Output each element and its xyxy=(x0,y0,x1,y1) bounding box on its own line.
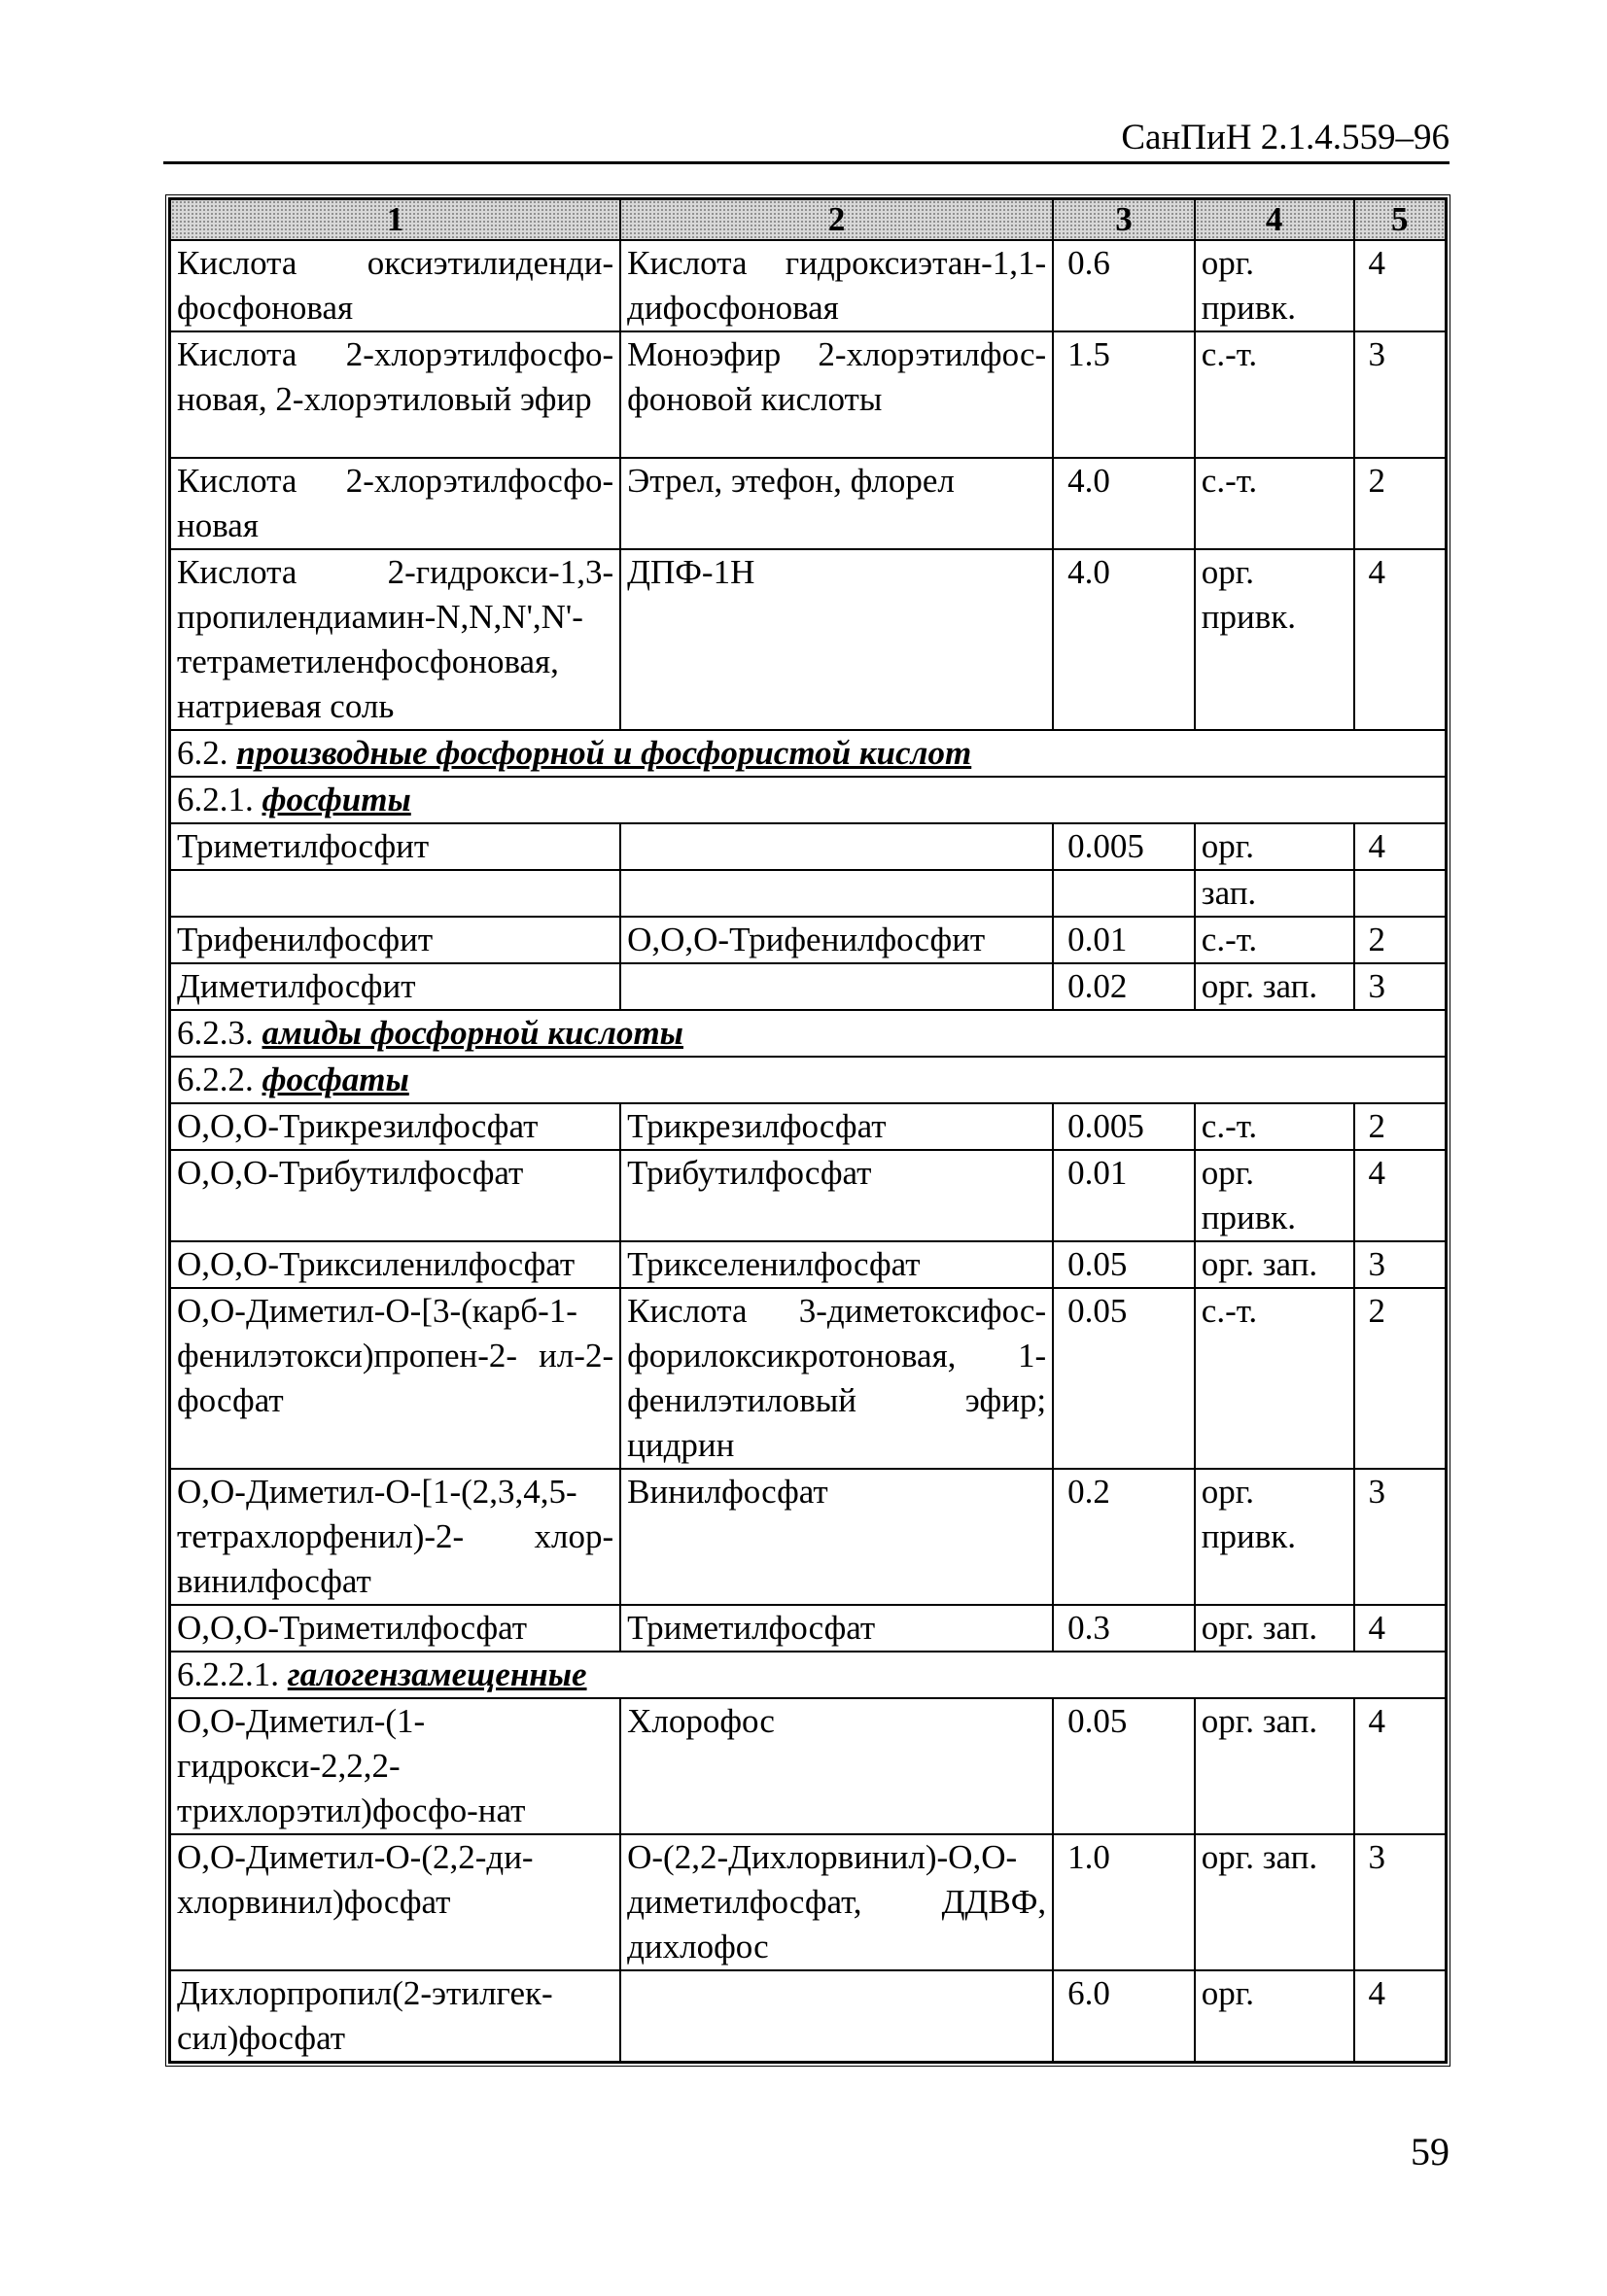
synonym-cell: Моноэфир 2-хлорэтилфос-фоновой кислоты xyxy=(620,331,1053,458)
hazard-indicator-cell: орг. зап. xyxy=(1195,1241,1354,1288)
limit-value-cell: 0.05 xyxy=(1053,1288,1195,1469)
table-row xyxy=(170,458,1446,549)
limit-value-cell: 0.05 xyxy=(1053,1241,1195,1288)
hazard-indicator-cell: с.-т. xyxy=(1195,1288,1354,1469)
table-row xyxy=(170,823,1446,870)
synonym-cell: Трикселенилфосфат xyxy=(620,1241,1053,1288)
header-rule xyxy=(163,161,1450,164)
substance-table xyxy=(165,194,1450,2067)
section-heading xyxy=(170,777,1446,823)
hazard-indicator-cell: с.-т. xyxy=(1195,1103,1354,1150)
section-row xyxy=(170,1057,1446,1103)
synonym-cell: Трикрезилфосфат xyxy=(620,1103,1053,1150)
section-title: фосфаты xyxy=(262,1061,409,1098)
limit-value-cell: 4.0 xyxy=(1053,458,1195,549)
section-row xyxy=(170,777,1446,823)
synonym-cell xyxy=(620,1970,1053,2062)
synonym-cell: Винилфосфат xyxy=(620,1469,1053,1605)
substance-name-cell: Триметилфосфит xyxy=(170,823,620,870)
hazard-class-cell: 4 xyxy=(1354,1970,1446,2062)
hazard-class-cell: 2 xyxy=(1354,458,1446,549)
substance-name-cell: Кислота 2-гидрокси-1,3-пропилендиамин-N,N,N',N'-тетраметиленфосфоновая, натриевая соль xyxy=(170,549,620,730)
column-header-1: 1 xyxy=(170,199,620,240)
hazard-indicator-cell: с.-т. xyxy=(1195,458,1354,549)
section-title: амиды фосфорной кислоты xyxy=(262,1014,683,1052)
synonym-cell: ДПФ-1Н xyxy=(620,549,1053,730)
limit-value-cell: 4.0 xyxy=(1053,549,1195,730)
column-header-4: 4 xyxy=(1195,199,1354,240)
limit-value-cell: 0.01 xyxy=(1053,917,1195,963)
substance-name-cell: О,О,О-Триксиленилфосфат xyxy=(170,1241,620,1288)
section-row xyxy=(170,1652,1446,1698)
table-row xyxy=(170,240,1446,331)
synonym-cell: Этрел, этефон, флорел xyxy=(620,458,1053,549)
table-row xyxy=(170,963,1446,1010)
substance-name-cell: Трифенилфосфит xyxy=(170,917,620,963)
hazard-class-cell xyxy=(1354,870,1446,917)
section-row xyxy=(170,730,1446,777)
substance-name-cell: Диметилфосфит xyxy=(170,963,620,1010)
section-heading xyxy=(170,1652,1446,1698)
hazard-class-cell: 4 xyxy=(1354,1605,1446,1652)
hazard-indicator-cell: орг. привк. xyxy=(1195,240,1354,331)
limit-value-cell: 1.0 xyxy=(1053,1834,1195,1970)
synonym-cell: Триметилфосфат xyxy=(620,1605,1053,1652)
page-number: 59 xyxy=(1411,2130,1450,2174)
hazard-class-cell: 3 xyxy=(1354,1241,1446,1288)
substance-name-cell: О,О-Диметил-(1-гидрокси-2,2,2-трихлорэтил)фосфо-нат xyxy=(170,1698,620,1834)
synonym-cell: Кислота гидроксиэтан-1,1-дифосфоновая xyxy=(620,240,1053,331)
limit-value-cell: 0.005 xyxy=(1053,1103,1195,1150)
hazard-class-cell: 3 xyxy=(1354,331,1446,458)
section-number: 6.2.3. xyxy=(177,1014,254,1052)
section-heading xyxy=(170,730,1446,777)
section-title: производные фосфорной и фосфористой кислот xyxy=(236,734,972,772)
section-number: 6.2.2. xyxy=(177,1061,254,1098)
table-row xyxy=(170,870,1446,917)
table-row xyxy=(170,1834,1446,1970)
substance-name-cell: Кислота оксиэтилиденди-фосфоновая xyxy=(170,240,620,331)
limit-value-cell: 0.02 xyxy=(1053,963,1195,1010)
limit-value-cell: 0.005 xyxy=(1053,823,1195,870)
hazard-class-cell: 2 xyxy=(1354,1103,1446,1150)
hazard-indicator-cell: орг. xyxy=(1195,823,1354,870)
synonym-cell xyxy=(620,963,1053,1010)
hazard-indicator-cell: орг. зап. xyxy=(1195,1698,1354,1834)
section-title: галогензамещенные xyxy=(287,1655,587,1693)
section-heading xyxy=(170,1057,1446,1103)
hazard-indicator-cell: зап. xyxy=(1195,870,1354,917)
hazard-class-cell: 4 xyxy=(1354,549,1446,730)
limit-value-cell: 0.05 xyxy=(1053,1698,1195,1834)
substance-name-cell: О,О,О-Триметилфосфат xyxy=(170,1605,620,1652)
limit-value-cell: 0.3 xyxy=(1053,1605,1195,1652)
synonym-cell: Хлорофос xyxy=(620,1698,1053,1834)
table-row xyxy=(170,1103,1446,1150)
table-row xyxy=(170,1469,1446,1605)
synonym-cell xyxy=(620,823,1053,870)
hazard-indicator-cell: с.-т. xyxy=(1195,917,1354,963)
column-header-2: 2 xyxy=(620,199,1053,240)
hazard-indicator-cell: орг. зап. xyxy=(1195,1834,1354,1970)
limit-value-cell: 0.6 xyxy=(1053,240,1195,331)
substance-name-cell: Кислота 2-хлорэтилфосфо-новая, 2-хлорэтиловый эфир xyxy=(170,331,620,458)
hazard-class-cell: 2 xyxy=(1354,1288,1446,1469)
hazard-class-cell: 4 xyxy=(1354,823,1446,870)
table-row xyxy=(170,331,1446,458)
table-row xyxy=(170,1698,1446,1834)
synonym-cell: Кислота 3-диметоксифос-форилоксикротоновая, 1-фенилэтиловый эфир; цидрин xyxy=(620,1288,1053,1469)
hazard-class-cell: 4 xyxy=(1354,1698,1446,1834)
limit-value-cell: 0.01 xyxy=(1053,1150,1195,1241)
substance-name-cell: О,О-Диметил-О-[3-(карб-1-фенилэтокси)пропен-2- ил-2-фосфат xyxy=(170,1288,620,1469)
table-row xyxy=(170,1241,1446,1288)
hazard-class-cell: 3 xyxy=(1354,1834,1446,1970)
hazard-class-cell: 4 xyxy=(1354,240,1446,331)
synonym-cell: О-(2,2-Дихлорвинил)-О,О-диметилфосфат, ДДВФ, дихлофос xyxy=(620,1834,1053,1970)
limit-value-cell: 1.5 xyxy=(1053,331,1195,458)
hazard-class-cell: 4 xyxy=(1354,1150,1446,1241)
section-title: фосфиты xyxy=(262,781,411,818)
table-row xyxy=(170,1605,1446,1652)
table-body xyxy=(170,240,1446,2062)
document-code: СанПиН 2.1.4.559–96 xyxy=(1121,118,1450,157)
substance-name-cell: Дихлорпропил(2-этилгек-сил)фосфат xyxy=(170,1970,620,2062)
column-header-3: 3 xyxy=(1053,199,1195,240)
hazard-indicator-cell: с.-т. xyxy=(1195,331,1354,458)
hazard-class-cell: 2 xyxy=(1354,917,1446,963)
table-row xyxy=(170,549,1446,730)
substance-name-cell: Кислота 2-хлорэтилфосфо-новая xyxy=(170,458,620,549)
substance-name-cell xyxy=(170,870,620,917)
synonym-cell: О,О,О-Трифенилфосфит xyxy=(620,917,1053,963)
section-number: 6.2. xyxy=(177,734,228,772)
section-row xyxy=(170,1010,1446,1057)
substance-name-cell: О,О,О-Трикрезилфосфат xyxy=(170,1103,620,1150)
substance-name-cell: О,О-Диметил-О-(2,2-ди-хлорвинил)фосфат xyxy=(170,1834,620,1970)
limit-value-cell: 6.0 xyxy=(1053,1970,1195,2062)
synonym-cell: Трибутилфосфат xyxy=(620,1150,1053,1241)
section-number: 6.2.1. xyxy=(177,781,254,818)
synonym-cell xyxy=(620,870,1053,917)
table-row xyxy=(170,917,1446,963)
table-row xyxy=(170,1970,1446,2062)
hazard-indicator-cell: орг. зап. xyxy=(1195,1605,1354,1652)
section-number: 6.2.2.1. xyxy=(177,1655,279,1693)
hazard-class-cell: 3 xyxy=(1354,1469,1446,1605)
limit-value-cell xyxy=(1053,870,1195,917)
hazard-indicator-cell: орг. привк. xyxy=(1195,1150,1354,1241)
hazard-indicator-cell: орг. привк. xyxy=(1195,1469,1354,1605)
table-header-row xyxy=(170,199,1446,240)
hazard-indicator-cell: орг. xyxy=(1195,1970,1354,2062)
hazard-indicator-cell: орг. зап. xyxy=(1195,963,1354,1010)
limit-value-cell: 0.2 xyxy=(1053,1469,1195,1605)
substance-name-cell: О,О-Диметил-О-[1-(2,3,4,5-тетрахлорфенил)-2- хлор-винилфосфат xyxy=(170,1469,620,1605)
table-row xyxy=(170,1150,1446,1241)
section-heading xyxy=(170,1010,1446,1057)
table-row xyxy=(170,1288,1446,1469)
column-header-5: 5 xyxy=(1354,199,1446,240)
hazard-indicator-cell: орг. привк. xyxy=(1195,549,1354,730)
substance-name-cell: О,О,О-Трибутилфосфат xyxy=(170,1150,620,1241)
hazard-class-cell: 3 xyxy=(1354,963,1446,1010)
